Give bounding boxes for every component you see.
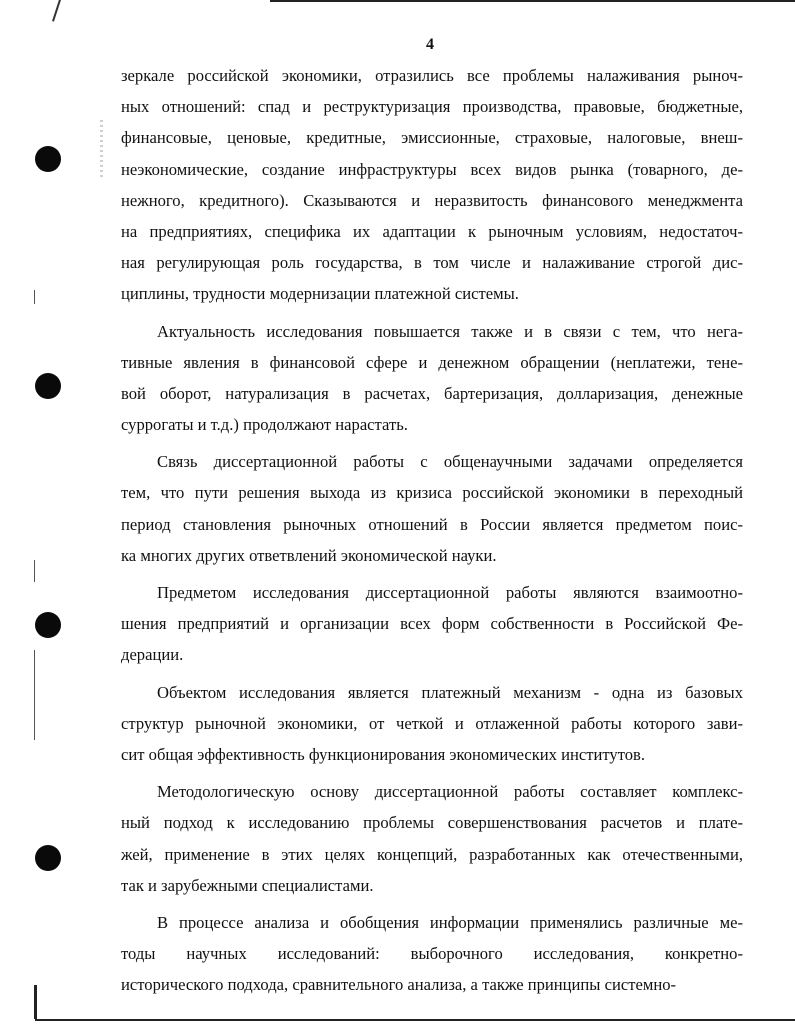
text-line: зеркале российской экономики, отразились все проблемы налаживания рыноч- [121, 66, 743, 85]
left-edge-mark [34, 985, 37, 1019]
text-line: так и зарубежными специалистами. [121, 875, 374, 895]
text-line: тем, что пути решения выхода из кризиса российской экономики в переходный [121, 483, 743, 503]
text-line: Объектом исследования является платежный механизм - одна из базовых [157, 682, 743, 702]
text-line: финансовые, ценовые, кредитные, эмиссионные, страховые, налоговые, внеш- [121, 128, 743, 148]
pen-mark [52, 0, 62, 22]
binder-hole [35, 146, 61, 172]
left-edge-mark [34, 290, 35, 304]
text-line: дерации. [121, 645, 184, 665]
paragraph [121, 316, 743, 441]
left-edge-mark [34, 650, 35, 740]
text-line: период становления рыночных отношений в России является предметом поис- [121, 514, 743, 534]
text-line: ных отношений: спад и реструктуризация производства, правовые, бюджетные, [121, 97, 743, 117]
text-line: Актуальность исследования повышается также и в связи с тем, что нега- [157, 321, 743, 341]
body-text [121, 60, 743, 1000]
text-line: неэкономические, создание инфраструктуры всех видов рынка (товарного, де- [121, 159, 743, 179]
text-line: тоды научных исследований: выборочного исследования, конкретно- [121, 944, 743, 964]
text-line: тивные явления в финансовой сфере и денежном обращении (неплатежи, тене- [121, 352, 743, 372]
text-line: нежного, кредитного). Сказываются и неразвитость финансового менеджмента [121, 190, 743, 210]
text-line: ная регулирующая роль государства, в том числе и налаживание строгой дис- [121, 253, 743, 273]
text-line: жей, применение в этих целях концепций, разработанных как отечественными, [121, 844, 743, 864]
text-line: структур рыночной экономики, от четкой и отлаженной работы которого зави- [121, 713, 743, 733]
page-number: 4 [426, 36, 434, 53]
bottom-border-line [35, 1019, 795, 1021]
binder-hole [35, 845, 61, 871]
text-line: В процессе анализа и обобщения информации применялись различные ме- [157, 912, 743, 932]
left-edge-mark [34, 560, 35, 582]
text-line: Связь диссертационной работы с общенаучными задачами определяется [157, 452, 743, 472]
text-line: вой оборот, натурализация в расчетах, бартеризация, долларизация, денежные [121, 383, 743, 403]
text-line: ка многих других ответвлений экономической науки. [121, 545, 497, 565]
text-line: ный подход к исследованию проблемы совершенствования расчетов и плате- [121, 813, 743, 833]
text-line: суррогаты и т.д.) продолжают нарастать. [121, 415, 408, 435]
paragraph [121, 446, 743, 571]
text-line: Предметом исследования диссертационной работы являются взаимоотно- [157, 583, 743, 602]
text-line: шения предприятий и организации всех форм собственности в Российской Фе- [121, 614, 743, 634]
paragraph [121, 776, 743, 901]
text-line: на предприятиях, специфика их адаптации к рыночным условиям, недостаточ- [121, 221, 743, 241]
scan-bleed-through [100, 120, 103, 180]
binder-hole [35, 373, 61, 399]
text-line: исторического подхода, сравнительного анализа, а также принципы системно- [121, 975, 677, 995]
text-line: Методологическую основу диссертационной работы составляет комплекс- [157, 782, 743, 802]
top-border-line [270, 0, 795, 2]
text-line: циплины, трудности модернизации платежной системы. [121, 284, 519, 304]
binder-hole [35, 612, 61, 638]
text-line: сит общая эффективность функционирования экономических институтов. [121, 744, 646, 764]
paragraph [121, 577, 743, 671]
paragraph [121, 60, 743, 310]
paragraph [121, 677, 743, 771]
paragraph [121, 907, 743, 1001]
